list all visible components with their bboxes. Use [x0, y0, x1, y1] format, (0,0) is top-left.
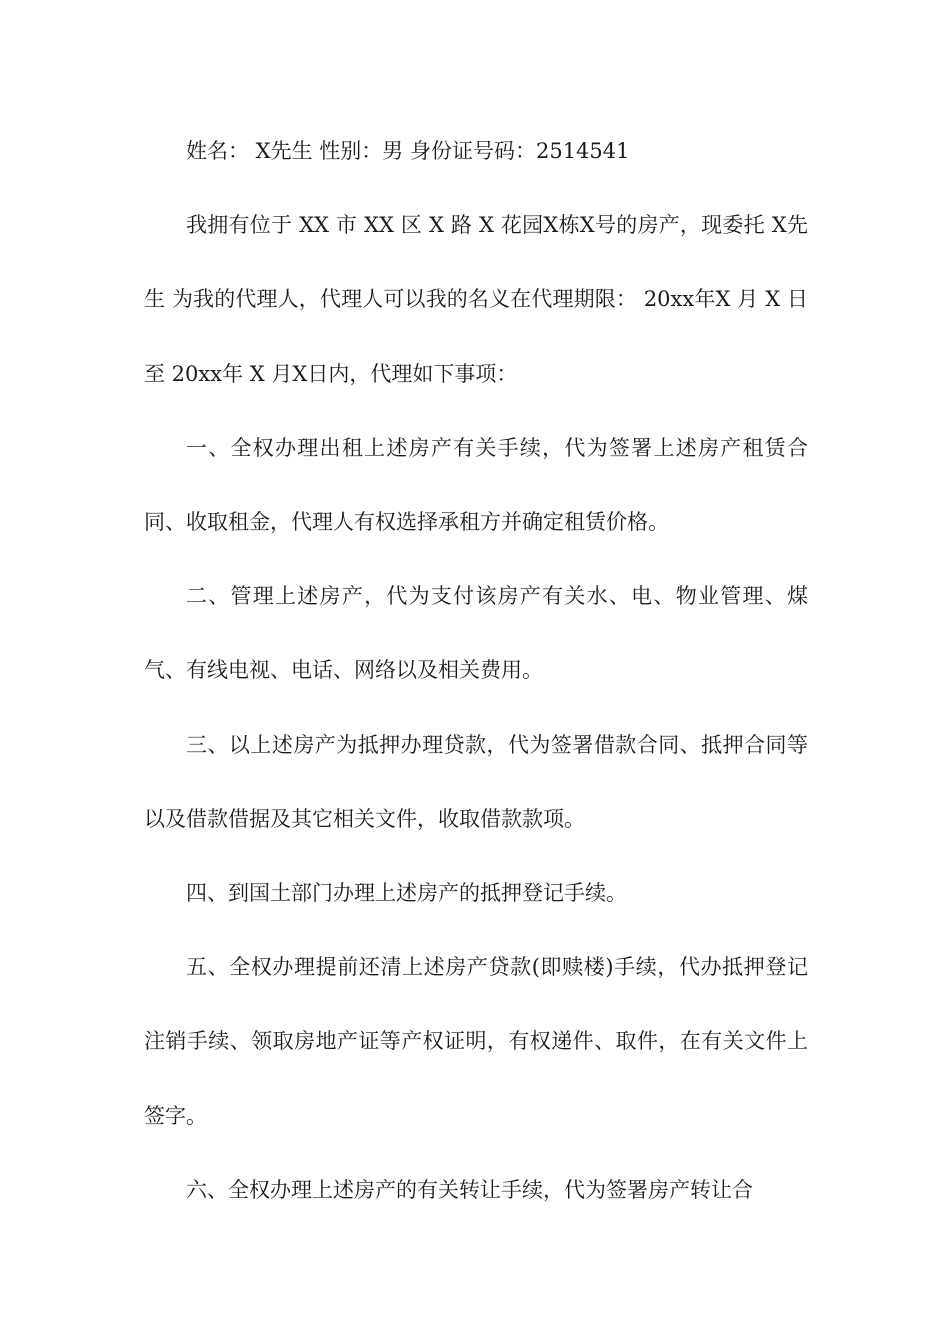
item-three-mortgage-loan-paragraph: 三、以上述房产为抵押办理贷款，代为签署借款合同、抵押合同等以及借款借据及其它相关文件，收取借款款项。: [144, 732, 808, 831]
property-delegation-paragraph: 我拥有位于 XX 市 XX 区 X 路 X 花园X栋X号的房产，现委托 X先生 为我的代理人，代理人可以我的名义在代理期限： 20xx年X 月 X 日至 20xx年 X 月X日内，代理如下事项：: [144, 213, 808, 386]
item-two-management-paragraph: 二、管理上述房产，代为支付该房产有关水、电、物业管理、煤气、有线电视、电话、网络以及相关费用。: [144, 584, 808, 683]
document-body: [144, 114, 808, 1227]
item-six-transfer-paragraph: 六、全权办理上述房产的有关转让手续，代为签署房产转让合: [186, 1177, 753, 1202]
item-one-rental-paragraph: 一、全权办理出租上述房产有关手续，代为签署上述房产租赁合同、收取租金，代理人有权选择承租方并确定租赁价格。: [144, 435, 808, 535]
item-five-early-repayment-paragraph: 五、全权办理提前还清上述房产贷款(即赎楼)手续，代办抵押登记注销手续、领取房地产证等产权证明，有权递件、取件，在有关文件上签字。: [144, 955, 808, 1128]
personal-info-line: 姓名： X先生 性别：男 身份证号码：2514541: [186, 139, 630, 163]
item-four-registration-paragraph: 四、到国土部门办理上述房产的抵押登记手续。: [186, 881, 627, 906]
